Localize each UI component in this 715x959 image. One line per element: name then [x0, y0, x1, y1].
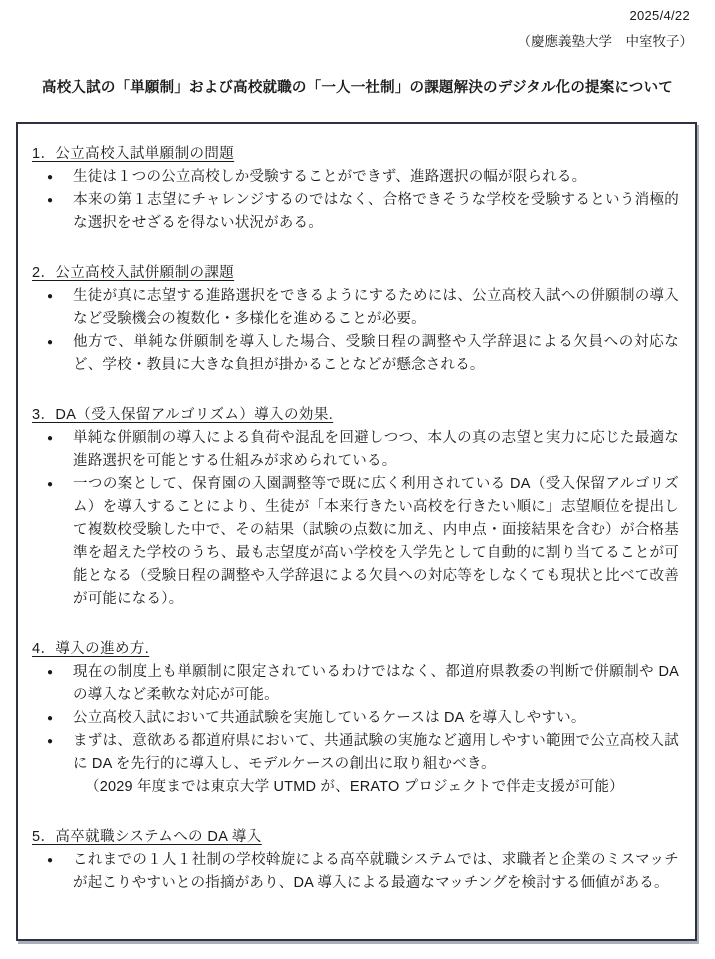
document-title: 高校入試の「単願制」および高校就職の「一人一社制」の課題解決のデジタル化の提案について [42, 80, 673, 96]
section-3 [32, 403, 679, 611]
bullet-item: ● 一つの案として、保育園の入園調整等で既に広く利用されている DA（受入保留アルゴリズム）を導入することにより、生徒が「本来行きたい高校を行きたい順に」志望順位を提出して複数校受験した中で、その結果（試験の点数に加え、内申点・面接結果を含む）が合格基準を超えた学校のうち、最も志望度が高い学校を入学先として自動的に割り当てることが可能となる（受験日程の調整や入学辞退による欠員への対応等をしなくても現状と比べて改善が可能になる）。 [46, 473, 679, 611]
section-heading: 2．公立高校入試併願制の課題 [32, 265, 235, 281]
document-date: 2025/4/22 [629, 8, 690, 23]
bullet-item: ● まずは、意欲ある都道府県において、共通試験の実施など適用しやすい範囲で公立高校入試に DA を先行的に導入し、モデルケースの創出に取り組むべき。 [46, 730, 679, 776]
bullet-item: ● 生徒は１つの公立高校しか受験することができず、進路選択の幅が限られる。 [46, 166, 679, 189]
section-heading: 3．DA（受入保留アルゴリズム）導入の効果. [32, 407, 334, 423]
bullet-item: ● これまでの１人１社制の学校斡旋による高卒就職システムでは、求職者と企業のミスマッチが起こりやすいとの指摘があり、DA 導入による最適なマッチングを検討する価値がある。 [46, 849, 679, 895]
section-5 [32, 825, 679, 895]
section-2 [32, 261, 679, 377]
section-heading: 4．導入の進め方. [32, 641, 150, 657]
bullet-item: ● 生徒が真に志望する進路選択をできるようにするためには、公立高校入試への併願制の導入など受験機会の複数化・多様化を進めることが必要。 [46, 285, 679, 331]
section-heading: 5．高卒就職システムへの DA 導入 [32, 829, 262, 845]
bullet-list [32, 166, 679, 235]
section-note: （2029 年度までは東京大学 UTMD が、ERATO プロジェクトで伴走支援が可能） [85, 779, 624, 795]
bullet-item: ● 現在の制度上も単願制に限定されているわけではなく、都道府県教委の判断で併願制や DA の導入など柔軟な対応が可能。 [46, 661, 679, 707]
section-1 [32, 142, 679, 235]
bullet-item: ● 他方で、単純な併願制を導入した場合、受験日程の調整や入学辞退による欠員への対応など、学校・教員に大きな負担が掛かることなどが懸念される。 [46, 331, 679, 377]
section-4 [32, 637, 679, 799]
bullet-list [32, 849, 679, 895]
bullet-list [32, 427, 679, 611]
bullet-item: ● 公立高校入試において共通試験を実施しているケースは DA を導入しやすい。 [46, 707, 679, 730]
bullet-list [32, 661, 679, 776]
bullet-item: ● 本来の第１志望にチャレンジするのではなく、合格できそうな学校を受験するという消極的な選択をせざるを得ない状況がある。 [46, 189, 679, 235]
bullet-list [32, 285, 679, 377]
author-affiliation: （慶應義塾大学 中室牧子） [517, 34, 693, 49]
document-header [0, 0, 715, 97]
section-heading: 1．公立高校入試単願制の問題 [32, 146, 235, 162]
content-box [16, 122, 697, 941]
bullet-item: ● 単純な併願制の導入による負荷や混乱を回避しつつ、本人の真の志望と実力に応じた最適な進路選択を可能とする仕組みが求められている。 [46, 427, 679, 473]
